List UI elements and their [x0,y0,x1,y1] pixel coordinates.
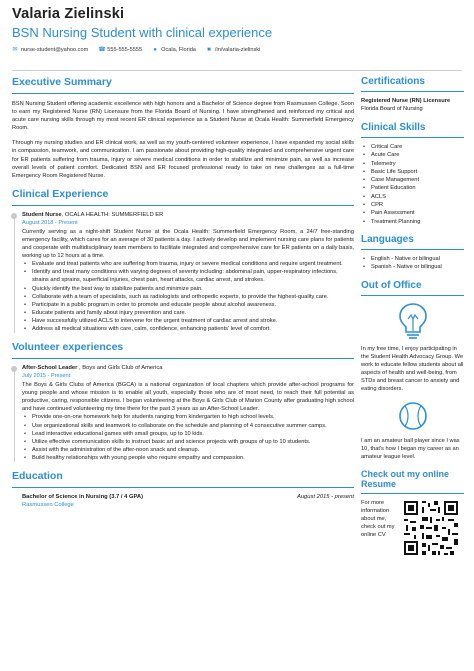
list-item: • Use organizational skills and teamwork to collaborate on the schedule and planning of 4 consecutive summer camps. [22,422,354,430]
contact-location-text: Ocala, Florida [161,47,196,53]
list-item: • Basic Life Support [361,168,464,176]
clinical-bullets [22,260,354,333]
volunteer-entry [22,365,354,462]
list-item: • Quickly identify the best way to stabilize patients and minimize pain. [22,285,354,293]
certification-issuer: Florida Board of Nursing [361,106,423,112]
volunteer-org: , Boys and Girls Club of America [77,365,163,372]
skills-list [361,143,464,226]
list-item: • Identify and treat many conditions with varying degrees of severity including: abdominal pain, upper-respiratory infections, strains and sprains, superficial injuries, chest pain, heart attacks, cardiac arrest, and strokes. [22,268,354,284]
office-divider [361,295,464,296]
list-item: • Address all medical situations with care, calm, confidence, enhancing patients' level of comfort. [22,325,354,333]
header-divider [12,70,462,71]
certifications-section [361,76,464,113]
certifications-divider [361,91,464,92]
education-date: August 2015 - present [296,494,354,500]
languages-title: Languages [361,233,414,245]
list-item: • CPR [361,201,464,209]
list-item: • Case Management [361,176,464,184]
resume-link-block[interactable] [361,499,464,557]
education-degree: Bachelor of Science in Nursing (3.7 / 4 GPA) [22,494,144,500]
list-item: • Provide one-on-one homework help for students ranging from kindergarten to high school levels. [22,413,354,421]
contact-row [12,47,462,53]
clinical-date: August 2018 - Present [22,219,78,226]
list-item: • Spanish - Native or bilingual [361,263,464,271]
volunteer-section [12,341,354,462]
clinical-section [12,188,354,333]
candidate-headline: BSN Nursing Student with clinical experience [12,25,273,40]
education-section [12,470,354,508]
contact-linkedin-text: /in/valaria-zielinski [214,47,261,53]
list-item: • Lead interactive educational games with small groups, up to 10 kids. [22,430,354,438]
qr-code-icon[interactable] [402,499,460,557]
timeline-dot [11,366,17,372]
list-item: • Assist with the administration of the after-noon snack and cleanup. [22,446,354,454]
sidebar-column [361,76,464,557]
resume-link-section [361,469,464,557]
clinical-timeline [12,212,354,333]
volunteer-title: Volunteer experiences [12,341,124,354]
skills-divider [361,137,464,138]
list-item: • Have successfully utilized ACLS to intervene for the urgent treatment of cardiac arrest and stroke. [22,317,354,325]
summary-title: Executive Summary [12,76,112,88]
office-section [361,280,464,461]
timeline-dot [11,213,17,219]
volunteer-description: The Boys & Girls Clubs of America (BGCA) is a national organization of local chapters which provide after-school programs for young people and whose mission is to enable all youth, especially those who are of most need, to reach their full potential as productive, caring, responsible citizens. I began volunteering at the Boys & Girls Club of Marion County after graduating high school and have continued volunteering my time there for the past 3 years as an After-School Leader. [22,382,354,413]
volunteer-divider [12,358,354,359]
main-column [12,76,354,508]
office-title: Out of Office [361,279,422,291]
office-text-ball: I am an amateur ball player since I was 10, that's how I began my career as an amateur league level. [361,437,460,460]
location-pin-icon: ● [153,47,157,53]
list-item: • Collaborate with a team of specialists, such as radiologists and orthopedic experts, to provide the highest-quality care. [22,293,354,301]
certifications-title: Certifications [361,76,425,87]
volunteer-bullets [22,413,354,462]
volunteer-timeline [12,365,354,462]
resume-header [12,6,462,53]
education-school: Rasmussen College [22,502,74,508]
volunteer-job-title [22,365,354,371]
contact-email-text: nurse-student@yahoo.com [21,47,89,53]
list-item: • Pain Assessment [361,209,464,217]
list-item: • Telemetry [361,160,464,168]
list-item: • Acute Care [361,151,464,159]
list-item: • Critical Care [361,143,464,151]
list-item: • ACLS [361,193,464,201]
resume-link-text: For more information about me, check out my online CV [361,499,395,538]
office-text-health: In my free time, I enjoy participating in the Student Health Advocacy Group. We work to educate fellow students about all aspects of health and well-being, from STDs and breast cancer to anxiety and eating disorders. [361,345,464,392]
baseball-icon [361,399,464,433]
skills-title: Clinical Skills [361,122,426,133]
volunteer-role: After-School Leader [22,365,78,372]
clinical-role: Student Nurse [22,211,62,218]
resume-link-divider [361,493,464,494]
contact-phone[interactable] [98,47,142,53]
list-item: • Evaluate and treat patients who are suffering from trauma, injury or severe medical conditions and require urgent treatment. [22,260,354,268]
linkedin-icon: ■ [207,47,211,53]
languages-section [361,234,464,272]
candidate-name: Valaria Zielinski [12,6,125,22]
languages-list [361,255,464,272]
education-entry [12,494,354,508]
list-item: • Utilize effective communication skills to instruct basic art and science projects with groups of up to 10 students. [22,438,354,446]
contact-phone-text: 555-555-5555 [107,47,143,53]
languages-divider [361,249,464,250]
list-item: • Educate patients and family about injury prevention and care. [22,309,354,317]
phone-icon: ☎ [98,47,106,53]
list-item: • English - Native or bilingual [361,255,464,263]
summary-section [12,76,354,180]
education-title: Education [12,470,63,482]
contact-location [152,47,196,53]
clinical-divider [12,205,354,206]
certification-name: Registered Nurse (RN) Licensure [361,98,451,104]
list-item: • Participate in a public program in order to promote and educate people about alcohol awareness. [22,301,354,309]
list-item: • Treatment Planning [361,218,464,226]
email-icon: ✉ [12,47,18,53]
education-row [22,494,354,500]
resume-link-title: Check out my online Resume [361,468,450,489]
volunteer-date: July 2015 - Present [22,373,71,380]
contact-linkedin[interactable] [206,47,260,53]
lightbulb-icon [361,301,464,341]
clinical-org: , OCALA HEALTH: SUMMERFIELD ER [61,211,164,218]
clinical-entry [22,212,354,333]
summary-divider [12,93,354,94]
clinical-job-title [22,212,354,218]
list-item: • Build healthy relationships with young people who require empathy and compassion. [22,454,354,462]
contact-email[interactable] [12,47,88,53]
summary-paragraph: BSN Nursing Student offering academic excellence with high honors and a Bachelor of Science degree from Rasmussen College. Soon to earn my Registered Nurse (RN) Licensure from the Florida Board of Nursing. I have strengthened and reinforced my critical and acute care nursing skills through my most recent ER clinical experience as a Student Nurse at Ocala Health: Summerfield Emergency Room. [12,101,354,132]
summary-paragraph: Through my nursing studies and ER clinical work, as well as my youth-centered volunteer experience, I have expanded my social skills in compassion, teamwork, and communication. I am passionate about providing high-quality integrated and comprehensive urgent care for ER patients suffering from trauma, injury or severe medical conditions in order to stabilize and minimize pain, as well as increase overall levels of patient comfort. Dedicated BSN and ER focused professional ready to take on new challenges as a full-time Emergency Room Registered Nurse. [12,140,354,179]
clinical-title: Clinical Experience [12,187,109,200]
skills-section [361,122,464,226]
list-item: • Patient Education [361,184,464,192]
clinical-description: Currently serving as a night-shift Student Nurse at the Ocala Health: Summerfield Emergency Room, a 24/7 free-standing emergency facility, which cares for an average of 30 patients a day. I actively develop and implement nursing care plans for patients and cooperate with multidisciplinary team members to facilitate integrated and comprehensive care for ER patients on a daily basis, working up to 12 hours at a time. [22,228,354,260]
education-divider [12,487,354,488]
